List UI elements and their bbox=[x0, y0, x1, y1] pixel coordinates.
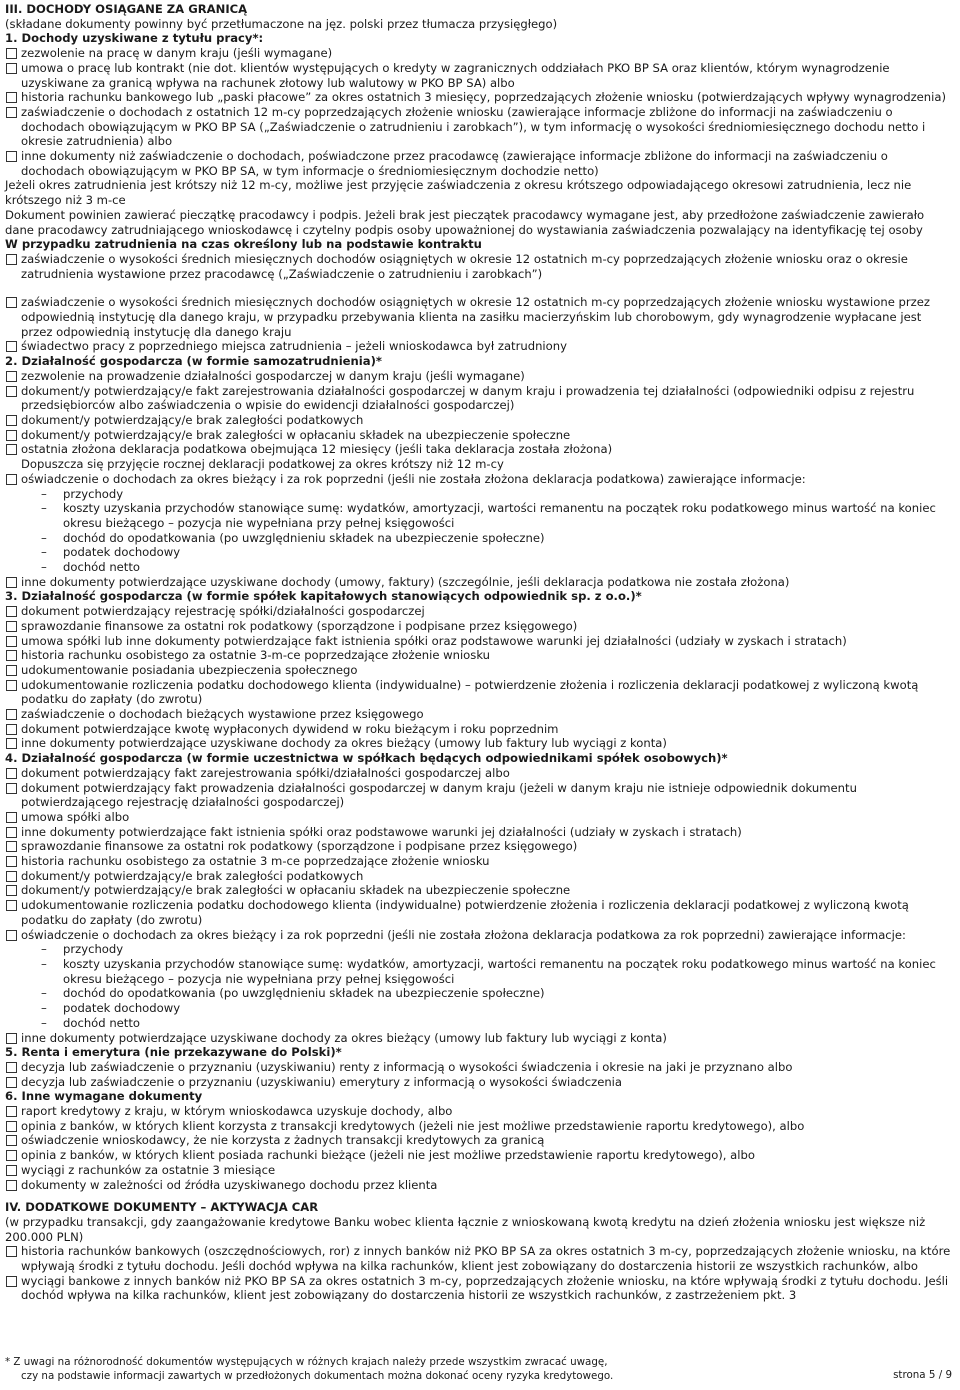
checklist-item-text: historia rachunków bankowych (oszczędnościowych, ror) z innych banków niż PKO BP SA za okres ostatnich 3 m-cy, poprzedzających złożenie wniosku, na które wpływają środki z tytułu dochodu. Jeśli dochód wpływa na kilka rachunków, klient jest zobowiązany do dostarczenia historii ze wszystkich rachunków, albo bbox=[21, 1244, 951, 1274]
checklist-item bbox=[5, 1075, 952, 1090]
checkbox[interactable] bbox=[6, 48, 17, 59]
checklist-item bbox=[5, 149, 952, 178]
checklist-item-text: dokument/y potwierdzający/e brak zaległości podatkowych bbox=[21, 412, 364, 427]
section-iv-title: IV. DODATKOWE DOKUMENTY – AKTYWACJA CAR bbox=[5, 1200, 319, 1215]
checklist-item-text: oświadczenie wnioskodawcy, że nie korzysta z żadnych transakcji kredytowych za granicą bbox=[21, 1133, 545, 1148]
fixed-term-items bbox=[5, 252, 952, 354]
checkbox[interactable] bbox=[6, 474, 17, 485]
checklist-item-text: zaświadczenie o wysokości średnich miesięcznych dochodów osiągniętych w okresie 12 ostatnich m-cy poprzedzających złożenie wniosku wystawione przez odpowiednią instytucję dla danego kraju, w przypadku przebywania klienta na zasiłku macierzyńskim lub chorobowym, gdy wynagrodzenie wypłacane jest przez odpowiednią instytucję dla danego kraju bbox=[21, 295, 930, 339]
checklist-item-text: wyciągi bankowe z innych banków niż PKO BP SA za okres ostatnich 3 m-cy, poprzedzających złożenie wniosku, na które wpływają środki z tytułu dochodu. Jeśli dochód wpływa na kilka rachunków, klient jest zobowiązany do dostarczenia historii ze wszystkich rachunków, z zastrzeżeniem pkt. 3 bbox=[21, 1273, 949, 1303]
checklist-item bbox=[5, 1119, 952, 1134]
checkbox[interactable] bbox=[6, 709, 17, 720]
dash-list-item-text: podatek dochodowy bbox=[63, 1001, 181, 1016]
fixed-term-title: W przypadku zatrudnienia na czas określony lub na podstawie kontraktu bbox=[5, 237, 482, 252]
checkbox[interactable] bbox=[6, 1077, 17, 1088]
dash-list-item bbox=[41, 986, 952, 1001]
subsection-1-note-stamp: Dokument powinien zawierać pieczątkę pracodawcy i podpis. Jeżeli brak jest pieczątek pracodawcy wymagane jest, aby przedłożone zaświadczenie zawierało dane pracodawcy zatrudniającego wnioskodawcę i czytelny podpis osoby upoważnionej do wystawiania zaświadczenia pozwalający na identyfikację tej osoby bbox=[5, 207, 925, 237]
checklist-item bbox=[5, 1148, 952, 1163]
checkbox[interactable] bbox=[6, 606, 17, 617]
subsection-3-title: 3. Działalność gospodarcza (w formie spółek kapitałowych stanowiących odpowiednik sp. z o.o.)* bbox=[5, 589, 642, 604]
checkbox[interactable] bbox=[6, 812, 17, 823]
checklist-item-text: sprawozdanie finansowe za ostatni rok podatkowy (sporządzone i podpisane przez księgowego) bbox=[21, 618, 578, 633]
section-iii-subtitle: (składane dokumenty powinny być przetłumaczone na jęz. polski przez tłumacza przysięgłego) bbox=[5, 16, 558, 31]
checklist-item-text: opinia z banków, w których klient posiada rachunki bieżące (jeżeli nie jest możliwe przedstawienie raportu kredytowego), albo bbox=[21, 1148, 755, 1163]
checkbox[interactable] bbox=[6, 1150, 17, 1161]
checklist-item-text: dokument/y potwierdzający/e fakt zarejestrowania działalności gospodarczej w danym kraju i prowadzenia tej działalności (odpowiedniki odpisu z rejestru przedsiębiorców albo zaświadczenia o wpisie do ewidencji działalności gospodarczej) bbox=[21, 383, 915, 413]
checkbox[interactable] bbox=[6, 827, 17, 838]
dash-bullet: – bbox=[41, 486, 47, 501]
checklist-item bbox=[5, 472, 952, 487]
checkbox[interactable] bbox=[6, 577, 17, 588]
checklist-item-text: zaświadczenie o dochodach bieżących wystawione przez księgowego bbox=[21, 707, 424, 722]
checklist-item bbox=[5, 766, 952, 781]
checklist-item bbox=[5, 384, 952, 413]
subsection-4-last-item bbox=[5, 1031, 952, 1046]
checklist-item bbox=[5, 781, 952, 810]
checklist-item-text: inne dokumenty potwierdzające uzyskiwane dochody za okres bieżący (umowy lub faktury lub wyciągi z konta) bbox=[21, 1030, 667, 1045]
checkbox[interactable] bbox=[6, 430, 17, 441]
subsection-1-items bbox=[5, 46, 952, 178]
dash-list-item bbox=[41, 957, 952, 986]
checklist-item bbox=[5, 825, 952, 840]
subsection-2-last-item bbox=[5, 575, 952, 590]
subsection-3-items bbox=[5, 604, 952, 751]
checkbox[interactable] bbox=[6, 1276, 17, 1287]
subsection-2-title: 2. Działalność gospodarcza (w formie samozatrudnienia)* bbox=[5, 354, 382, 369]
checklist-item-text: dokumenty w zależności od źródła uzyskiwanego dochodu przez klienta bbox=[21, 1177, 438, 1192]
checkbox[interactable] bbox=[6, 900, 17, 911]
checklist-item bbox=[5, 1133, 952, 1148]
dash-list-item bbox=[41, 487, 952, 502]
checklist-item bbox=[5, 1163, 952, 1178]
dash-bullet: – bbox=[41, 1015, 47, 1030]
checkbox[interactable] bbox=[6, 724, 17, 735]
checklist-item-text: inne dokumenty potwierdzające uzyskiwane dochody za okres bieżący (umowy lub fakturу lub wyciągi z konta) bbox=[21, 736, 667, 751]
subsection-2-note: Dopuszcza się przyjęcie rocznej deklaracji podatkowej za okres krótszy niż 12 m-cy bbox=[21, 457, 504, 472]
dash-list-item-text: dochód do opodatkowania (po uwzględnieniu składek na ubezpieczenie społeczne) bbox=[63, 530, 545, 545]
dash-bullet: – bbox=[41, 1001, 47, 1016]
dash-list-item-text: dochód netto bbox=[63, 1015, 140, 1030]
checklist-item bbox=[5, 1031, 952, 1046]
checklist-item bbox=[5, 90, 952, 105]
checkbox[interactable] bbox=[6, 415, 17, 426]
checklist-item bbox=[5, 810, 952, 825]
checkbox[interactable] bbox=[6, 636, 17, 647]
checkbox[interactable] bbox=[6, 1180, 17, 1191]
dash-list-item bbox=[41, 545, 952, 560]
subsection-5-title: 5. Renta i emerytura (nie przekazywane do Polski)* bbox=[5, 1045, 342, 1060]
checklist-item-text: dokument/y potwierdzający/e brak zaległości podatkowych bbox=[21, 868, 364, 883]
checklist-item bbox=[5, 898, 952, 927]
checklist-item bbox=[5, 105, 952, 149]
checklist-item bbox=[5, 413, 952, 428]
checkbox[interactable] bbox=[6, 254, 17, 265]
checklist-item bbox=[5, 1178, 952, 1193]
checklist-item bbox=[5, 252, 952, 281]
checklist-item-text: oświadczenie o dochodach za okres bieżący i za rok poprzedni (jeśli nie została złożona deklaracja podatkowa za rok poprzedni) zawierające informacje: bbox=[21, 927, 906, 942]
dash-list-item-text: koszty uzyskania przychodów stanowiące sumę: wydatków, amortyzacji, wartości remanentu na początek roku podatkowego minus wartość na koniec okresu bieżącego – pozycja nie wypełniana przy pełnej księgowości bbox=[63, 957, 936, 986]
checklist-item bbox=[5, 928, 952, 943]
checklist-item-text: ostatnia złożona deklaracja podatkowa obejmująca 12 miesięcy (jeśli taka deklaracja została złożona) bbox=[21, 442, 613, 457]
checklist-item-text: udokumentowanie rozliczenia podatku dochodowego klienta (indywidualne) – potwierdzenie złożenia i rozliczenia deklaracji podatkowej z wyliczoną kwotą podatku do zapłaty (do zwrotu) bbox=[21, 677, 919, 707]
checklist-item-text: świadectwo pracy z poprzedniego miejsca zatrudnienia – jeżeli wnioskodawca był zatrudniony bbox=[21, 339, 567, 354]
checkbox[interactable] bbox=[6, 151, 17, 162]
checkbox[interactable] bbox=[6, 871, 17, 882]
checkbox[interactable] bbox=[6, 665, 17, 676]
checkbox[interactable] bbox=[6, 1165, 17, 1176]
checkbox[interactable] bbox=[6, 92, 17, 103]
subsection-6-title: 6. Inne wymagane dokumenty bbox=[5, 1089, 203, 1104]
checklist-item bbox=[5, 604, 952, 619]
checklist-item-text: oświadczenie o dochodach za okres bieżący i za rok poprzedni (jeśli nie została złożona deklaracja podatkowa) zawierające informacje: bbox=[21, 471, 806, 486]
checklist-item bbox=[5, 1244, 952, 1273]
checklist-item bbox=[5, 369, 952, 384]
checkbox[interactable] bbox=[6, 1135, 17, 1146]
checklist-item-text: udokumentowanie rozliczenia podatku dochodowego klienta (indywidualne) potwierdzenie złożenia i rozliczenia deklaracji podatkowej z wyliczoną kwotą podatku do zapłaty (do zwrotu) bbox=[21, 898, 909, 927]
checklist-item bbox=[5, 575, 952, 590]
checklist-item-text: historia rachunku osobistego za ostatnie 3 m-ce poprzedzające złożenie wniosku bbox=[21, 854, 490, 869]
checklist-item-text: sprawozdanie finansowe za ostatni rok podatkowy (sporządzone i podpisane przez księgowego) bbox=[21, 839, 578, 854]
checklist-item-text: dokument/y potwierdzający/e brak zaległości w opłacaniu składek na ubezpieczenie społeczne bbox=[21, 427, 571, 442]
checklist-item-text: dokument potwierdzający fakt zarejestrowania spółki/działalności gospodarczej albo bbox=[21, 765, 510, 780]
checklist-item-text: udokumentowanie posiadania ubezpieczenia społecznego bbox=[21, 662, 358, 677]
dash-list-item bbox=[41, 531, 952, 546]
subsection-1-title: 1. Dochody uzyskiwane z tytułu pracy*: bbox=[5, 31, 264, 46]
checkbox[interactable] bbox=[6, 63, 17, 74]
section-iii-title: III. DOCHODY OSIĄGANE ZA GRANICĄ bbox=[5, 2, 248, 16]
checkbox[interactable] bbox=[6, 650, 17, 661]
checklist-item-text: wyciągi z rachunków za ostatnie 3 miesiące bbox=[21, 1162, 276, 1177]
subsection-5-items bbox=[5, 1060, 952, 1089]
checklist-item-text: inne dokumenty potwierdzające fakt istnienia spółki oraz podstawowe warunki jej działalności (udziały w zyskach i stratach) bbox=[21, 824, 742, 839]
checklist-item-text: zaświadczenie o dochodach z ostatnich 12 m-cy poprzedzających złożenie wniosku (zawierające informacje zbliżone do informacji na zaświadczeniu o dochodach obowiązującym w PKO BP SA („Zaświadczenie o zatrudnieniu i zarobkach”), w tym informację o wysokości średniomiesięcznego dochodu netto i okresie zatrudnienia) albo bbox=[21, 104, 926, 149]
checklist-item-text: opinia z banków, w których klient korzysta z transakcji kredytowych (jeżeli nie jest możliwe przedstawienie raportu kredytowego), albo bbox=[21, 1118, 805, 1133]
checkbox[interactable] bbox=[6, 621, 17, 632]
subsection-2-items bbox=[5, 369, 952, 457]
dash-bullet: – bbox=[41, 501, 47, 516]
checkbox[interactable] bbox=[6, 107, 17, 118]
checklist-item-text: umowa spółki lub inne dokumenty potwierdzające fakt istnienia spółki oraz podstawowe warunki jej działalności (udziały w zyskach i stratach) bbox=[21, 633, 847, 648]
subsection-6-items bbox=[5, 1104, 952, 1192]
section-iv-subtitle: (w przypadku transakcji, gdy zaangażowanie kredytowe Banku wobec klienta łącznie z wnioskowaną kwotą kredytu na dzień złożenia wniosku jest większe niż 200.000 PLN) bbox=[5, 1214, 926, 1244]
checkbox[interactable] bbox=[6, 680, 17, 691]
checkbox[interactable] bbox=[6, 1062, 17, 1073]
checklist-item bbox=[5, 1104, 952, 1119]
footer bbox=[5, 1356, 952, 1383]
checklist-item bbox=[5, 678, 952, 707]
checklist-item bbox=[5, 61, 952, 90]
checklist-item bbox=[5, 634, 952, 649]
checklist-item-text: dokument potwierdzający rejestrację spółki/działalności gospodarczej bbox=[21, 604, 425, 619]
checkbox[interactable] bbox=[6, 1033, 17, 1044]
dash-list-item-text: przychody bbox=[63, 942, 124, 957]
dash-list-item-text: koszty uzyskania przychodów stanowiące sumę: wydatków, amortyzacji, wartości remanentu na początek roku podatkowego minus wartość na koniec okresu bieżącego – pozycja nie wypełniana przy pełnej księgowości bbox=[63, 501, 936, 530]
checklist-item-text: dokument potwierdzający fakt prowadzenia działalności gospodarczej w danym kraju (jeżeli w danym kraju nie istnieje odpowiednik dokumentu potwierdzającego rejestrację działalności gospodarczej) bbox=[21, 780, 857, 810]
checklist-item bbox=[5, 339, 952, 354]
checklist-item bbox=[5, 648, 952, 663]
checkbox[interactable] bbox=[6, 386, 17, 397]
checklist-item-text: decyzja lub zaświadczenie o przyznaniu (uzyskiwaniu) emerytury z informacją o wysokości świadczenia bbox=[21, 1074, 623, 1089]
dash-bullet: – bbox=[41, 942, 47, 957]
checkbox[interactable] bbox=[6, 371, 17, 382]
checklist-item-text: zezwolenie na pracę w danym kraju (jeśli wymagane) bbox=[21, 46, 333, 61]
checklist-item bbox=[5, 46, 952, 61]
checklist-item bbox=[5, 428, 952, 443]
checkbox[interactable] bbox=[6, 783, 17, 794]
checkbox[interactable] bbox=[6, 930, 17, 941]
checklist-item bbox=[5, 707, 952, 722]
checklist-item-text: zaświadczenie o wysokości średnich miesięcznych dochodów osiągniętych w okresie 12 ostatnich m-cy poprzedzających złożenie wniosku oraz o okresie zatrudnienia wystawione przez pracodawcę („Zaświadczenie o zatrudnieniu i zarobkach”) bbox=[21, 251, 908, 281]
checklist-item-text: dokument potwierdzające kwotę wypłaconych dywidend w roku bieżącym i roku poprzednim bbox=[21, 721, 559, 736]
checklist-item bbox=[5, 1274, 952, 1303]
checklist-item bbox=[5, 619, 952, 634]
dash-bullet: – bbox=[41, 530, 47, 545]
checklist-item bbox=[5, 839, 952, 854]
checklist-item bbox=[5, 722, 952, 737]
dash-bullet: – bbox=[41, 957, 47, 971]
checklist-item-text: umowa spółki albo bbox=[21, 809, 130, 824]
checklist-item-text: umowa o pracę lub kontrakt (nie dot. klientów występujących o kredyty w zagranicznych oddziałach PKO BP SA oraz klientów, którym wynagrodzenie uzyskiwane za granicą wpływa na rachunek złotowy lub walutowy w PKO BP SA) albo bbox=[21, 60, 890, 90]
checklist-item-text: inne dokumenty potwierdzające uzyskiwane dochody (umowy, faktury) (szczególnie, jeśli deklaracja podatkowa nie została złożona) bbox=[21, 574, 790, 589]
dash-list-item-text: dochód netto bbox=[63, 560, 140, 575]
dash-bullet: – bbox=[41, 545, 47, 560]
checkbox[interactable] bbox=[6, 885, 17, 896]
checkbox[interactable] bbox=[6, 341, 17, 352]
checklist-item-text: dokument/y potwierdzający/e brak zaległości w opłacaniu składek na ubezpieczenie społeczne bbox=[21, 883, 571, 898]
checklist-item-text: inne dokumenty niż zaświadczenie o dochodach, poświadczone przez pracodawcę (zawierające informacje zbliżone do informacji na zaświadczeniu o dochodach obowiązującym w PKO BP SA, w tym informacje o średniomiesięcznym dochodzie netto) bbox=[21, 149, 888, 178]
checklist-item bbox=[5, 883, 952, 898]
checkbox[interactable] bbox=[6, 1106, 17, 1117]
section-iv-items bbox=[5, 1244, 952, 1303]
dash-list-item-text: przychody bbox=[63, 486, 124, 501]
checklist-item-text: zezwolenie na prowadzenie działalności gospodarczej w danym kraju (jeśli wymagane) bbox=[21, 368, 525, 383]
dash-list-item bbox=[41, 560, 952, 575]
dash-bullet: – bbox=[41, 986, 47, 1001]
dash-list-item bbox=[41, 1016, 952, 1031]
document-page bbox=[5, 2, 952, 1303]
checkbox[interactable] bbox=[6, 856, 17, 867]
checklist-item bbox=[5, 869, 952, 884]
dash-list-item-text: podatek dochodowy bbox=[63, 545, 181, 560]
dash-list-item bbox=[41, 501, 952, 530]
checklist-item-text: decyzja lub zaświadczenie o przyznaniu (uzyskiwaniu) renty z informacją o wysokości świadczenia i okresie na jaki je przyznano albo bbox=[21, 1059, 793, 1074]
checkbox[interactable] bbox=[6, 768, 17, 779]
checklist-item-text: historia rachunku bankowego lub „paski płacowe” za okres ostatnich 3 miesięcy, poprzedzających złożenie wniosku (potwierdzających wpływy wynagrodzenia) bbox=[21, 90, 946, 105]
checkbox[interactable] bbox=[6, 297, 17, 308]
dash-list-item bbox=[41, 1001, 952, 1016]
checklist-item-text: historia rachunku osobistego za ostatnie 3-m-ce poprzedzające złożenie wniosku bbox=[21, 648, 491, 663]
subsection-1-note-period: Jeżeli okres zatrudnienia jest krótszy niż 12 m-cy, możliwe jest przyjęcie zaświadczenia z okresu krótszego odpowiadającego okresowi zatrudnienia, lecz nie krótszego niż 3 m-ce bbox=[5, 178, 912, 208]
footnote-line-2: czy na podstawie informacji zawartych w przedłożonych dokumentach można dokonać oceny ryzyka kredytowego. bbox=[21, 1369, 614, 1382]
page-number: strona 5 / 9 bbox=[893, 1369, 952, 1381]
checkbox[interactable] bbox=[6, 841, 17, 852]
checkbox[interactable] bbox=[6, 1246, 17, 1257]
checklist-item-text: raport kredytowy z kraju, w którym wnioskodawca uzyskuje dochody, albo bbox=[21, 1104, 453, 1119]
subsection-2-income-list bbox=[5, 487, 952, 575]
subsection-4-items bbox=[5, 766, 952, 942]
checklist-item bbox=[5, 295, 952, 339]
dash-list-item-text: dochód do opodatkowania (po uwzględnieniu składek na ubezpieczenie społeczne) bbox=[63, 986, 545, 1001]
checklist-item bbox=[5, 663, 952, 678]
subsection-4-income-list bbox=[5, 942, 952, 1030]
checklist-item bbox=[5, 1060, 952, 1075]
subsection-4-title: 4. Działalność gospodarcza (w formie uczestnictwa w spółkach będących odpowiednikami spółek osobowych)* bbox=[5, 751, 728, 766]
dash-bullet: – bbox=[41, 560, 47, 575]
checkbox[interactable] bbox=[6, 738, 17, 749]
checkbox[interactable] bbox=[6, 444, 17, 455]
checkbox[interactable] bbox=[6, 1121, 17, 1132]
checklist-item bbox=[5, 854, 952, 869]
checklist-item bbox=[5, 442, 952, 457]
subsection-2-income-item bbox=[5, 472, 952, 487]
dash-list-item bbox=[41, 942, 952, 957]
footnote-line-1: * Z uwagi na różnorodność dokumentów występujących w różnych krajach należy przede wszystkim zwracać uwagę, bbox=[5, 1356, 608, 1368]
checklist-item bbox=[5, 736, 952, 751]
